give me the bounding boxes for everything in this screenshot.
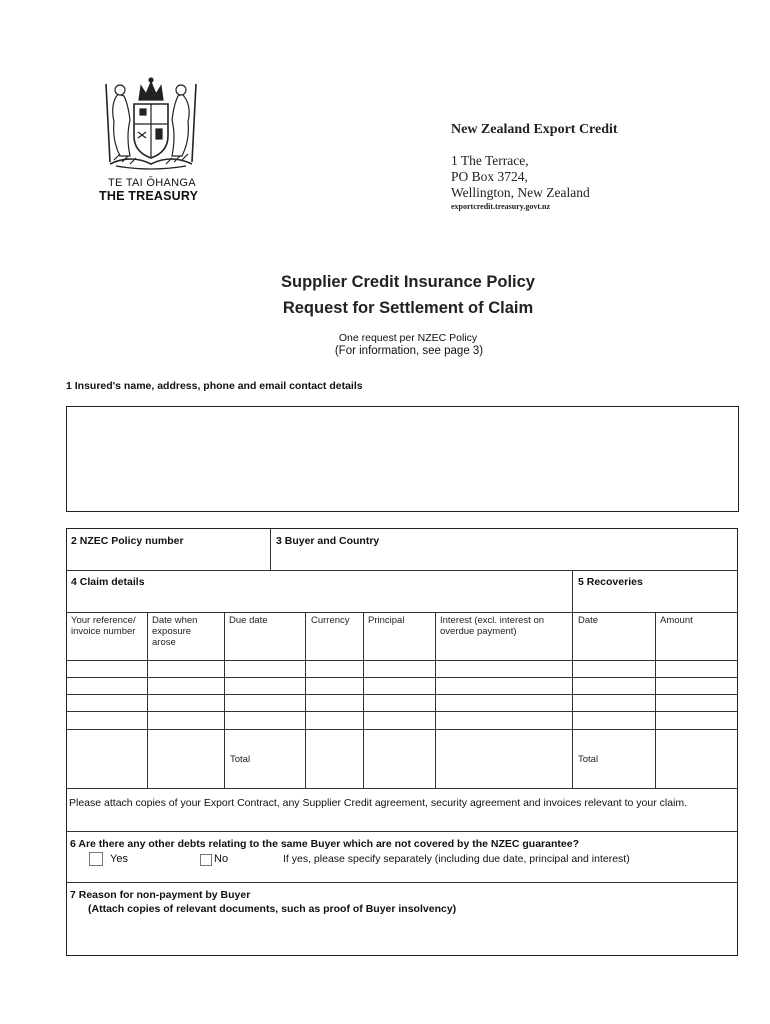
divider: [66, 570, 738, 571]
column-header: Date: [578, 615, 599, 626]
website-link[interactable]: exportcredit.treasury.govt.nz: [451, 202, 551, 211]
section-3-label: 3 Buyer and Country: [276, 535, 380, 547]
divider: [66, 788, 738, 789]
section-1-label: 1 Insured's name, address, phone and email contact details: [66, 380, 363, 392]
section-6-label: 6 Are there any other debts relating to the same Buyer which are not covered by the NZEC guarantee?: [70, 838, 579, 850]
address-line: PO Box 3724,: [451, 169, 528, 184]
form-subtitle: Request for Settlement of Claim: [282, 299, 534, 317]
agency-maori-name: TE TAI ŌHANGA: [108, 177, 196, 189]
no-label: No: [214, 853, 229, 865]
form-title: Supplier Credit Insurance Policy: [281, 273, 535, 291]
divider: [66, 660, 738, 661]
section-4-label: 4 Claim details: [71, 576, 145, 588]
claim-total-label: Total: [230, 754, 251, 765]
no-checkbox[interactable]: [200, 854, 212, 866]
address-block: [451, 122, 618, 211]
divider: [270, 528, 271, 570]
column-header: Your reference/ invoice number: [71, 615, 136, 637]
divider: [147, 612, 148, 788]
column-header: Principal: [368, 615, 405, 626]
divider: [66, 831, 738, 832]
org-name: New Zealand Export Credit: [451, 122, 618, 137]
column-header: Due date: [229, 615, 268, 626]
divider: [572, 570, 573, 788]
address-line: 1 The Terrace,: [451, 153, 529, 168]
section-6-instruction: If yes, please specify separately (including due date, principal and interest): [283, 853, 630, 865]
attach-note: Please attach copies of your Export Contract, any Supplier Credit agreement, security agreement and invoices relevant to your claim.: [69, 797, 688, 809]
divider: [66, 711, 738, 712]
form-note-info: (For information, see page 3): [334, 345, 484, 357]
yes-label: Yes: [110, 853, 128, 865]
divider: [66, 612, 738, 613]
form-note: One request per NZEC Policy: [338, 332, 478, 344]
section-7-label: 7 Reason for non-payment by Buyer: [70, 889, 251, 901]
recoveries-total-label: Total: [578, 754, 599, 765]
divider: [305, 612, 306, 788]
section-7-sublabel: (Attach copies of relevant documents, such as proof of Buyer insolvency): [88, 903, 457, 915]
divider: [66, 677, 738, 678]
divider: [655, 612, 656, 788]
divider: [66, 882, 738, 883]
divider: [66, 729, 738, 730]
insured-details-field[interactable]: [66, 406, 739, 512]
section-5-label: 5 Recoveries: [578, 576, 643, 588]
column-header: Currency: [311, 615, 350, 626]
column-header: Amount: [660, 615, 693, 626]
column-header: Interest (excl. interest on overdue payment): [440, 615, 545, 637]
divider: [66, 694, 738, 695]
address-line: Wellington, New Zealand: [451, 185, 590, 200]
divider: [435, 612, 436, 788]
section-2-label: 2 NZEC Policy number: [71, 535, 184, 547]
agency-english-name: THE TREASURY: [99, 189, 199, 203]
coat-of-arms-logo: [96, 74, 206, 176]
column-header: Date when exposure arose: [152, 615, 198, 648]
divider: [363, 612, 364, 788]
divider: [224, 612, 225, 788]
yes-checkbox[interactable]: [89, 852, 103, 866]
